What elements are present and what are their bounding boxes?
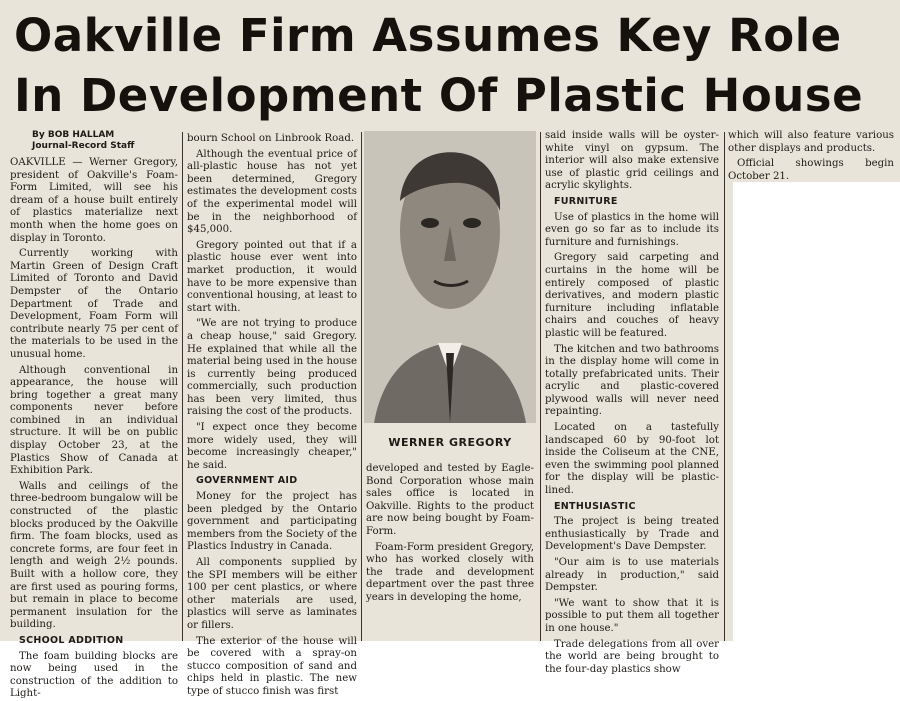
paragraph: OAKVILLE — Werner Gregory, president of Oakville's Foam-Form Limited, will see his dream of a house built entirely of plastics materialize next month when the home goes on display in Toronto.: [10, 157, 178, 244]
paragraph: Gregory said carpeting and curtains in the home will be entirely composed of plastic derivatives, and modern plastic furniture including inflatable chairs and couches of heavy plastic will be featured.: [545, 252, 719, 339]
article-column-3: [366, 463, 534, 641]
portrait-illustration: [364, 131, 536, 423]
paragraph: The exterior of the house will be covered with a spray-on stucco composition of sand and chips held in plastic. The new type of stucco finish was first: [187, 635, 357, 697]
paragraph: said inside walls will be oyster-white vinyl on gypsum. The interior will also make extensive use of plastic grid ceilings and acrylic skylights.: [545, 130, 719, 192]
paragraph: Located on a tastefully landscaped 60 by 90-foot lot inside the Coliseum at the CNE, even the swimming pool planned for the display will be plastic-lined.: [545, 422, 719, 497]
subhead-enthusiastic: ENTHUSIASTIC: [554, 500, 636, 512]
article-column-1: [10, 130, 179, 700]
paragraph: The kitchen and two bathrooms in the display home will come in totally prefabricated units. Their acrylic and plastic-covered plywood walls will never need repainting.: [545, 343, 719, 418]
paragraph: Foam-Form president Gregory, who has worked closely with the trade and development department over the past three years in developing the home,: [366, 541, 534, 603]
portrait-photo: [364, 131, 536, 423]
column-divider: [724, 132, 725, 641]
paragraph: Gregory pointed out that if a plastic house ever went into market production, it would have to be more expensive than conventional housing, at least to start with.: [187, 239, 357, 314]
column-divider: [540, 132, 541, 641]
paragraph: "We want to show that it is possible to put them all together in one house.": [545, 597, 719, 634]
paragraph: "Our aim is to use materials already in production," said Dempster.: [545, 557, 719, 594]
byline-affiliation: Journal-Record Staff: [32, 141, 135, 151]
paragraph: developed and tested by Eagle-Bond Corporation whose main sales office is located in Oakville. Rights to the product are now being bought by Foam-Form.: [366, 463, 534, 537]
paragraph: Although conventional in appearance, the house will bring together a great many components never before combined in an individual structure. It will be on public display October 23, at the Plastics Show of Canada at Exhibition Park.: [10, 364, 178, 477]
paragraph: which will also feature various other displays and products.: [728, 130, 894, 154]
paragraph: Currently working with Martin Green of Design Craft Limited of Toronto and David Dempster of the Ontario Department of Trade and Development, Foam Form will contribute nearly 75 per cent of the materials to be used in the unusual home.: [10, 248, 178, 360]
headline-line-1: Oakville Firm Assumes Key Role: [14, 9, 842, 62]
column-divider: [182, 132, 183, 641]
byline: [10, 130, 178, 152]
paragraph: "We are not trying to produce a cheap house," said Gregory. He explained that while all the material being used in the house is currently being produced commercially, such production has been very limited, thus raising the cost of the products.: [187, 318, 357, 418]
clipping-cutout-area: [733, 182, 900, 641]
paragraph: The foam building blocks are now being used in the construction of the addition to Light-: [10, 650, 178, 700]
paragraph: Walls and ceilings of the three-bedroom bungalow will be constructed of the plastic blocks produced by the Oakville firm. The foam blocks, used as concrete forms, are four feet in length and weigh 2½ pounds. Built with a hollow core, they are first used as pouring forms, but remain in place to become permanent insulation for the building.: [10, 480, 179, 631]
column-divider: [361, 132, 362, 641]
paragraph: Money for the project has been pledged by the Ontario government and participating members from the Society of the Plastics Industry in Canada.: [187, 491, 357, 553]
paragraph: All components supplied by the SPI members will be either 100 per cent plastics, or where other materials are used, plastics will serve as laminates or fillers.: [187, 557, 357, 631]
article-column-2: [187, 133, 357, 697]
article-column-5: [728, 130, 894, 180]
headline-line-2: In Development Of Plastic House: [14, 69, 864, 122]
paragraph: bourn School on Linbrook Road.: [187, 133, 355, 144]
paragraph: The project is being treated enthusiastically by Trade and Development's Dave Dempster.: [545, 516, 719, 553]
subhead-government-aid: GOVERNMENT AID: [196, 475, 298, 487]
paragraph: Trade delegations from all over the world are being brought to the four-day plastics show: [545, 638, 719, 675]
paragraph: Official showings begin October 21.: [728, 158, 894, 182]
photo-caption: WERNER GREGORY: [388, 436, 512, 449]
article-column-4: [545, 130, 719, 675]
subhead-school-addition: SCHOOL ADDITION: [19, 634, 124, 646]
paragraph: Although the eventual price of all-plastic house has not yet been determined, Gregory estimates the development costs of the experimental model will be in the neighborhood of $45,000.: [187, 148, 357, 236]
byline-author: By BOB HALLAM: [32, 130, 115, 140]
paragraph: "I expect once they become more widely used, they will become increasingly cheaper," he said.: [187, 422, 357, 471]
paragraph: Use of plastics in the home will even go so far as to include its furniture and furnishings.: [545, 211, 719, 248]
subhead-furniture: FURNITURE: [554, 195, 618, 207]
